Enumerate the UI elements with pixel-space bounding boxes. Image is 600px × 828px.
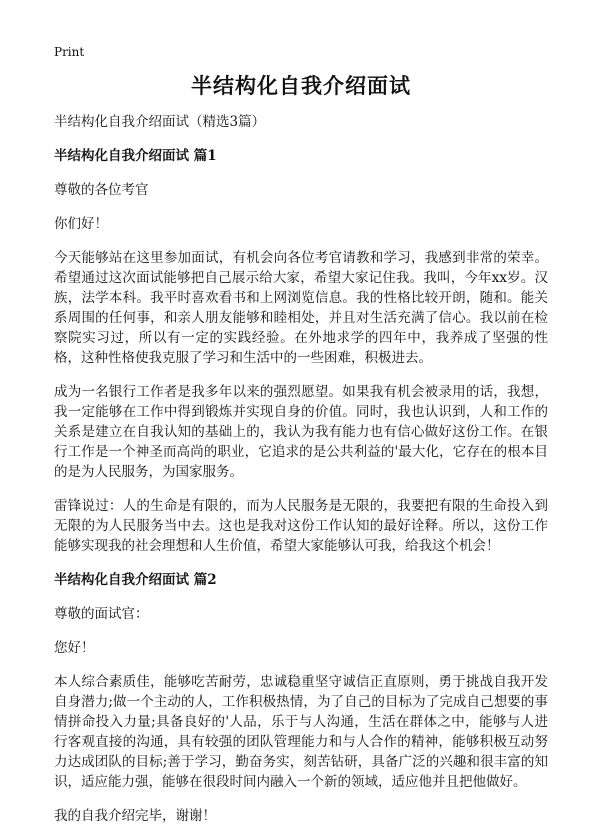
closing-paragraph: 我的自我介绍完毕，谢谢！ — [54, 808, 216, 824]
section-1 — [54, 146, 548, 556]
body-paragraph: 今天能够站在这里参加面试，有机会向各位考官请教和学习，我感到非常的荣幸。希望通过这次面试能够把自己展示给大家，希望大家记住我。我叫，今年xx岁。汉族，法学本科。我平时喜欢看书和上网浏览信息。我的性格比较开朗，随和。能关系周围的任何事，和亲人朋友能够和睦相处，并且对生活充满了信心。我以前在检察院实习过，所以有一定的实践经验。在外地求学的四年中，我养成了坚强的性格，这种性格使我克服了学习和生活中的一些困难，积极进去。 — [54, 250, 548, 366]
body-paragraph: 成为一名银行工作者是我多年以来的强烈愿望。如果我有机会被录用的话，我想，我一定能够在工作中得到锻炼并实现自身的价值。同时，我也认识到，人和工作的关系是建立在自我认知的基础上的，我认为我有能力也有信心做好这份工作。在银行工作是一个神圣而高尚的职业，它追求的是公共利益的'最大化，它存在的根本目的是为人民服务，为国家服务。 — [54, 384, 548, 480]
document-subtitle: 半结构化自我介绍面试（精选3篇） — [54, 114, 266, 130]
salutation: 尊敬的各位考官 — [54, 182, 149, 198]
greeting: 您好！ — [54, 640, 95, 656]
body-paragraph: 本人综合素质佳，能够吃苦耐劳，忠诚稳重坚守诚信正直原则，勇于挑战自我开发自身潜力;做一个主动的人，工作积极热情，为了自己的目标为了完成自己想要的事情拼命投入力量;具备良好的'人品，乐于与人沟通，生活在群体之中，能够与人进行客观直接的沟通，具有较强的团队管理能力和与人合作的精神，能够积极互动努力达成团队的目标;善于学习，勤奋务实，刻苦钻研，具备广泛的兴趣和很丰富的知识，适应能力强，能够在很段时间内融入一个新的领域，适应他并且把他做好。 — [54, 674, 548, 790]
body-paragraph: 雷锋说过：人的生命是有限的，而为人民服务是无限的，我要把有限的生命投入到无限的为人民服务当中去。这也是我对这份工作认知的最好诠释。所以，这份工作能够实现我的社会理想和人生价值，希望大家能够认可我，给我这个机会！ — [54, 498, 548, 554]
greeting: 你们好！ — [54, 216, 108, 232]
section-heading: 半结构化自我介绍面试 篇1 — [54, 148, 217, 164]
salutation: 尊敬的面试官： — [54, 606, 149, 622]
print-label: Print — [54, 45, 85, 59]
section-heading: 半结构化自我介绍面试 篇2 — [54, 572, 217, 588]
document-title: 半结构化自我介绍面试 — [191, 73, 411, 98]
section-2 — [54, 570, 548, 826]
